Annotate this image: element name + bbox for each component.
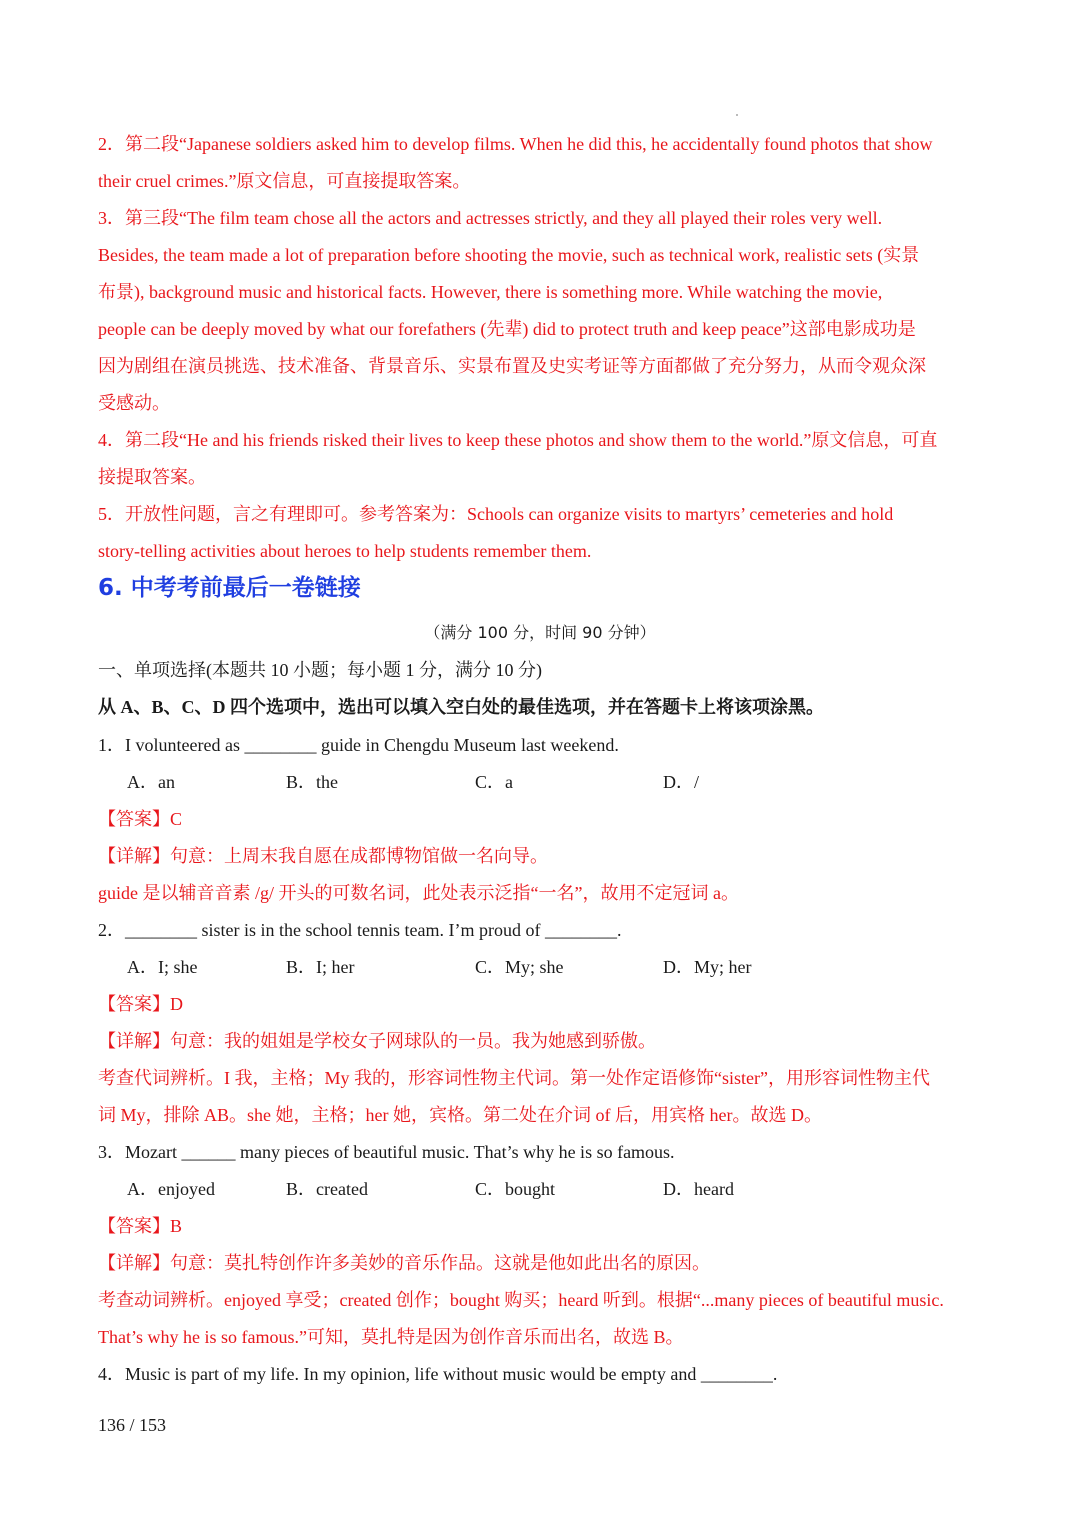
option-b: B．the [286,772,338,792]
detail-label: 【详解】 [98,1031,170,1051]
detail-line [98,1029,656,1053]
explanation-line: 3．第三段“The film team chose all the actors and actresses strictly, and they all played their roles very well. [98,208,883,228]
answer-value: B [170,1216,183,1236]
analysis-line: 词 My，排除 AB。she 她，主格；her 她，宾格。第二处在介词 of 后，用宾格 her。故选 D。 [98,1105,822,1125]
option-a: A．an [127,772,175,792]
detail-text: 句意：莫扎特创作许多美妙的音乐作品。这就是他如此出名的原因。 [170,1253,710,1273]
option-c: C．a [475,772,513,792]
detail-label: 【详解】 [98,846,170,866]
answer-line [98,1214,182,1238]
page-number: 136 / 153 [98,1415,167,1435]
question-stem: 4．Music is part of my life. In my opinion, life without music would be empty and ________. [98,1364,778,1384]
explanation-line: Besides, the team made a lot of preparation before shooting the movie, such as technical work, realistic sets (实景 [98,245,920,265]
option-d: D．/ [663,772,699,792]
detail-text: 句意：我的姐姐是学校女子网球队的一员。我为她感到骄傲。 [170,1031,656,1051]
answer-label: 【答案】 [98,809,170,829]
detail-label: 【详解】 [98,1253,170,1273]
answer-label: 【答案】 [98,1216,170,1236]
option-d: D．My; her [663,957,752,977]
option-b: B．created [286,1179,368,1199]
explanation-line: 布景), background music and historical facts. However, there is something more. While watching the movie, [98,282,883,302]
explanation-line: 4．第二段“He and his friends risked their lives to keep these photos and show them to the world.”原文信息，可直 [98,430,938,450]
explanation-line: 接提取答案。 [98,467,206,487]
exam-info: （满分 100 分，时间 90 分钟） [424,623,656,642]
answer-label: 【答案】 [98,994,170,1014]
answer-line [98,992,183,1016]
answer-value: D [170,994,183,1014]
part-title: 一、单项选择(本题共 10 小题；每小题 1 分，满分 10 分) [98,660,542,680]
analysis-line: 考查动词辨析。enjoyed 享受；created 创作；bought 购买；heard 听到。根据“...many pieces of beautiful music. [98,1290,944,1310]
option-c: C．My; she [475,957,564,977]
answer-value: C [170,809,183,829]
answer-line [98,807,182,831]
explanation-line: story-telling activities about heroes to help students remember them. [98,541,592,561]
detail-line [98,844,548,868]
question-stem: 3．Mozart ______ many pieces of beautiful music. That’s why he is so famous. [98,1142,675,1162]
analysis-line: 考查代词辨析。I 我，主格；My 我的，形容词性物主代词。第一处作定语修饰“sister”，用形容词性物主代 [98,1068,930,1088]
section-heading: 6. 中考考前最后一卷链接 [98,575,361,601]
explanation-line: 5．开放性问题，言之有理即可。参考答案为：Schools can organize visits to martyrs’ cemeteries and hold [98,504,894,524]
explanation-line: 因为剧组在演员挑选、技术准备、背景音乐、实景布置及史实考证等方面都做了充分努力，从而令观众深 [98,356,926,376]
detail-text: 句意：上周末我自愿在成都博物馆做一名向导。 [170,846,548,866]
instruction: 从 A、B、C、D 四个选项中，选出可以填入空白处的最佳选项，并在答题卡上将该项涂黑。 [98,697,824,717]
option-a: A．enjoyed [127,1179,215,1199]
option-d: D．heard [663,1179,734,1199]
analysis-line: That’s why he is so famous.”可知，莫扎特是因为创作音乐而出名，故选 B。 [98,1327,684,1347]
analysis-line: guide 是以辅音音素 /g/ 开头的可数名词，此处表示泛指“一名”，故用不定冠词 a。 [98,883,739,903]
option-c: C．bought [475,1179,556,1199]
option-a: A．I; she [127,957,198,977]
question-stem: 1．I volunteered as ________ guide in Chengdu Museum last weekend. [98,735,619,755]
question-stem: 2．________ sister is in the school tennis team. I’m proud of ________. [98,920,622,940]
scan-speck [736,114,738,116]
detail-line [98,1251,710,1275]
explanation-line: people can be deeply moved by what our forefathers (先辈) did to protect truth and keep peace”这部电影成功是 [98,319,916,339]
option-b: B．I; her [286,957,355,977]
explanation-line: 受感动。 [98,393,170,413]
explanation-line: their cruel crimes.”原文信息，可直接提取答案。 [98,171,471,191]
explanation-line: 2．第二段“Japanese soldiers asked him to develop films. When he did this, he accidentally found photos that show [98,134,933,154]
